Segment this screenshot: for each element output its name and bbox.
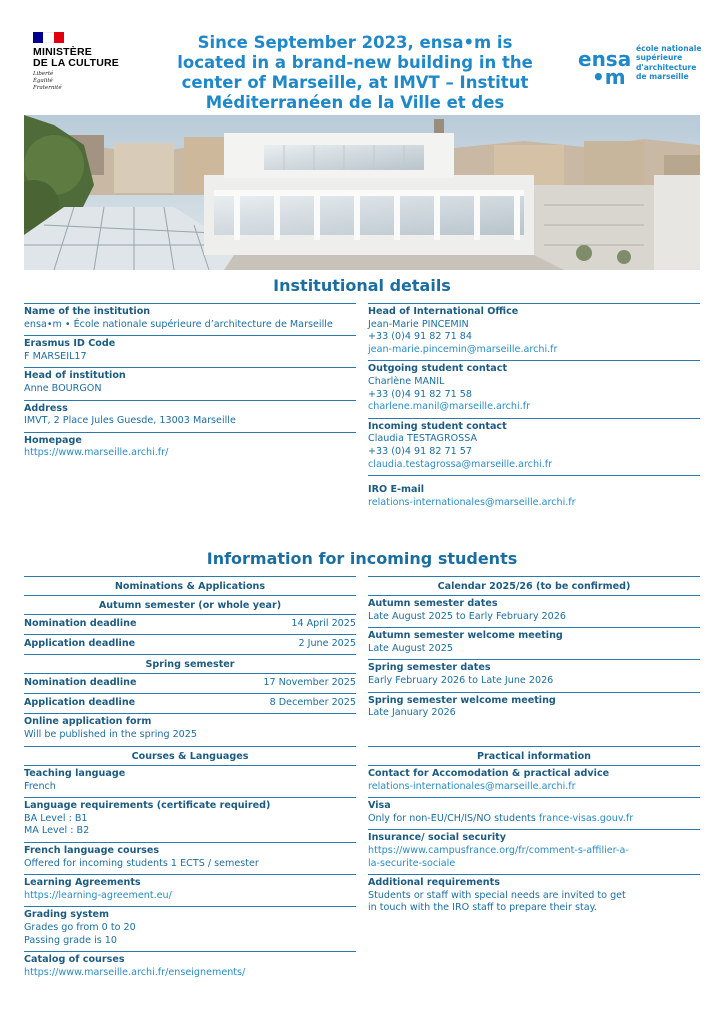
email-link[interactable]: jean-marie.pincemin@marseille.archi.fr	[368, 343, 558, 355]
email-link[interactable]: relations-internationales@marseille.archi.fr	[368, 780, 576, 792]
homepage-link[interactable]: https://www.marseille.archi.fr/	[24, 447, 169, 459]
field-calendar-item: Spring semester dates Early February 2026 to Late June 2026	[368, 659, 700, 691]
field-online-application: Online application form Will be published in the spring 2025	[24, 713, 356, 745]
practical-heading: Practical information	[368, 746, 700, 765]
building-photo	[24, 115, 700, 270]
field-teaching-language: Teaching language French	[24, 765, 356, 797]
field-outgoing-contact: Outgoing student contact Charlène MANIL +33 (0)4 91 82 71 58 charlene.manil@marseille.archi.fr	[368, 360, 700, 417]
field-erasmus-code: Erasmus ID Code F MARSEIL17	[24, 335, 356, 367]
deadline-row: Application deadline 8 December 2025	[24, 693, 356, 713]
field-head-international-office: Head of International Office Jean-Marie PINCEMIN +33 (0)4 91 82 71 84 jean-marie.pincemin@marseille.archi.fr	[368, 303, 700, 360]
field-learning-agreements: Learning Agreements https://learning-agreement.eu/	[24, 874, 356, 906]
school-logo	[578, 42, 708, 89]
field-calendar-item: Autumn semester welcome meeting Late August 2025	[368, 627, 700, 659]
email-link[interactable]: charlene.manil@marseille.archi.fr	[368, 401, 531, 413]
visa-text: Only for non-EU/CH/IS/NO students	[368, 812, 539, 824]
ministry-logo	[33, 32, 143, 92]
visa-link[interactable]: france-visas.gouv.fr	[538, 812, 634, 824]
calendar-section	[368, 576, 700, 724]
field-homepage: Homepage https://www.marseille.archi.fr/	[24, 432, 356, 464]
incoming-students-title: Information for incoming students	[206, 549, 518, 568]
field-grading-system: Grading system Grades go from 0 to 20 Passing grade is 10	[24, 906, 356, 951]
nominations-section	[24, 576, 356, 745]
field-calendar-item: Spring semester welcome meeting Late January 2026	[368, 692, 700, 724]
ministry-name-line1: MINISTÈRE	[33, 46, 92, 58]
field-insurance: Insurance/ social security https://www.campusfrance.org/fr/comment-s-affilier-a- la-securite-sociale	[368, 829, 700, 874]
email-link[interactable]: claudia.testagrossa@marseille.archi.fr	[368, 458, 553, 470]
field-address: Address IMVT, 2 Place Jules Guesde, 13003 Marseille	[24, 400, 356, 432]
deadline-row: Nomination deadline 14 April 2025	[24, 614, 356, 634]
insurance-link[interactable]: la-securite-sociale	[368, 857, 456, 869]
calendar-heading: Calendar 2025/26 (to be confirmed)	[368, 576, 700, 595]
motto-fraternite: Fraternité	[33, 85, 62, 91]
institutional-left-column	[24, 303, 356, 464]
field-visa: Visa Only for non-EU/CH/IS/NO students france-visas.gouv.fr	[368, 797, 700, 829]
school-logo-mark: ensa •m	[578, 47, 632, 89]
motto-liberte: Liberté	[33, 71, 54, 77]
headline: Since September 2023, ensa•m is located in a brand-new building in the center of Marseille, at IMVT – Institut Méditerranéen de la Ville et des	[177, 33, 533, 112]
field-iro-email: IRO E-mail relations-internationales@marseille.archi.fr	[368, 475, 700, 513]
spring-semester-heading: Spring semester	[24, 654, 356, 673]
field-incoming-contact: Incoming student contact Claudia TESTAGROSSA +33 (0)4 91 82 71 57 claudia.testagrossa@marseille.archi.fr	[368, 418, 700, 475]
school-logo-text: école nationale supérieure d'architecture de marseille	[636, 44, 702, 82]
motto-egalite: Égalité	[33, 78, 53, 84]
field-additional-requirements: Additional requirements Students or staff with special needs are invited to get in touch with the IRO staff to prepare their stay.	[368, 874, 700, 919]
field-french-courses: French language courses Offered for incoming students 1 ECTS / semester	[24, 842, 356, 874]
courses-heading: Courses & Languages	[24, 746, 356, 765]
institutional-right-column	[368, 303, 700, 513]
autumn-semester-heading: Autumn semester (or whole year)	[24, 595, 356, 614]
learning-agreement-link[interactable]: https://learning-agreement.eu/	[24, 889, 172, 901]
institutional-details-title: Institutional details	[273, 276, 451, 295]
field-catalog-of-courses: Catalog of courses https://www.marseille.archi.fr/enseignements/	[24, 951, 356, 983]
practical-section	[368, 746, 700, 919]
field-calendar-item: Autumn semester dates Late August 2025 to Early February 2026	[368, 595, 700, 627]
deadline-row: Nomination deadline 17 November 2025	[24, 673, 356, 693]
ministry-name-line2: DE LA CULTURE	[33, 57, 120, 69]
french-flag-icon	[33, 32, 64, 43]
field-language-requirements: Language requirements (certificate required) BA Level : B1 MA Level : B2	[24, 797, 356, 842]
email-link[interactable]: relations-internationales@marseille.archi.fr	[368, 496, 576, 508]
insurance-link[interactable]: https://www.campusfrance.org/fr/comment-s-affilier-a-	[368, 844, 629, 856]
nominations-heading: Nominations & Applications	[24, 576, 356, 595]
field-institution-name: Name of the institution ensa•m • École nationale supérieure d’architecture de Marseille	[24, 303, 356, 335]
catalog-link[interactable]: https://www.marseille.archi.fr/enseignements/	[24, 966, 246, 978]
field-accommodation-contact: Contact for Accomodation & practical advice relations-internationales@marseille.archi.fr	[368, 765, 700, 797]
courses-section	[24, 746, 356, 983]
field-head-of-institution: Head of institution Anne BOURGON	[24, 367, 356, 399]
deadline-row: Application deadline 2 June 2025	[24, 634, 356, 654]
